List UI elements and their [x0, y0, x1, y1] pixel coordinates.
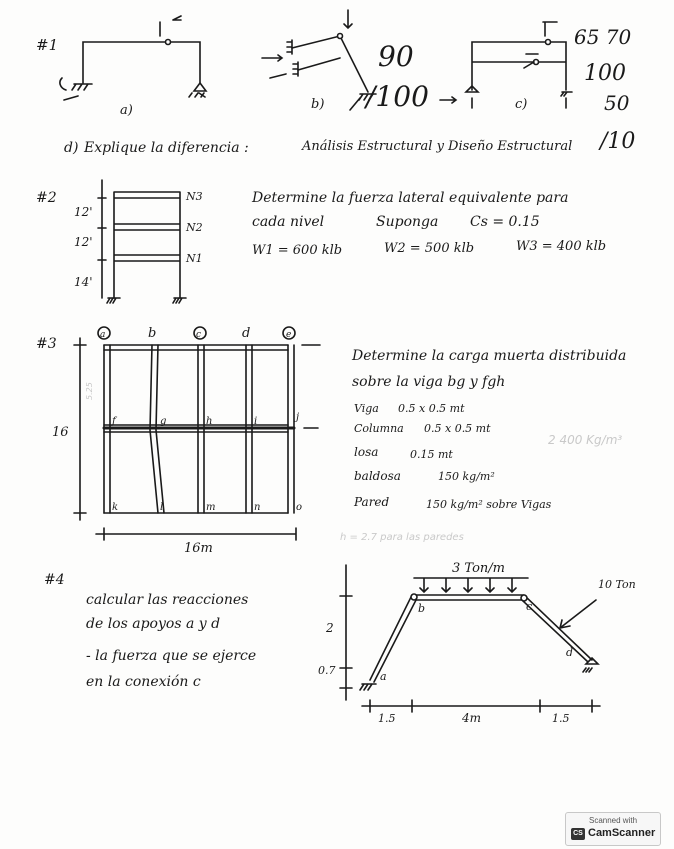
supports-2: [107, 298, 186, 303]
p4-line3: - la fuerza que se ejerce: [86, 648, 257, 664]
p4-dim-h1: 2: [326, 621, 334, 635]
row-columna-name: Columna: [354, 422, 404, 435]
label-c: c): [515, 97, 528, 112]
grid-3: [104, 345, 294, 513]
p3-width: 16m: [184, 541, 213, 556]
row-viga-name: Viga: [354, 402, 379, 415]
grade-b-den: /100: [366, 80, 429, 113]
bot-o: o: [296, 502, 303, 513]
row-pared-value: 150 kg/m² sobre Vigas: [426, 498, 552, 511]
watermark-line2: CamScanner: [588, 827, 656, 839]
row-baldosa-value: 150 kg/m²: [438, 470, 495, 483]
p2-cs: Cs = 0.15: [470, 214, 540, 230]
row-losa-value: 0.15 mt: [410, 448, 453, 461]
p3-line2: sobre la viga bg y fgh: [352, 374, 506, 390]
support-c: [466, 86, 572, 96]
faint-note: h = 2.7 para las paredes: [340, 532, 464, 543]
watermark-line1: Scanned with: [588, 816, 638, 825]
height-14: 14': [74, 275, 93, 289]
p4-line2: de los apoyos a y d: [86, 616, 221, 632]
p4-line1: calcular las reacciones: [86, 592, 249, 608]
label-d: d): [64, 140, 79, 156]
bot-k: k: [112, 502, 119, 513]
arrows-c: [440, 22, 566, 108]
text-d2: Análisis Estructural y Diseño Estructural: [302, 139, 573, 154]
problem4-num: #4: [44, 572, 65, 588]
support-a-left: [72, 84, 92, 90]
p4-dim-w1: 1.5: [378, 712, 396, 725]
row-pared-name: Pared: [354, 495, 390, 509]
p4-point: 10 Ton: [598, 578, 636, 591]
p4-dim-w2: 4m: [462, 711, 482, 725]
p4-dim-w3: 1.5: [552, 712, 570, 725]
frame-a: [83, 42, 200, 83]
row-losa-name: losa: [354, 445, 379, 459]
node-b: b: [418, 602, 426, 615]
camscanner-logo-icon: CS: [571, 828, 585, 840]
load-arrows-4: [414, 578, 528, 592]
p4-load: 3 Ton/m: [452, 561, 505, 576]
faint-density: 2 400 Kg/m³: [548, 433, 623, 447]
p2-assume: Suponga: [376, 214, 439, 230]
p3-height: 16: [52, 425, 69, 440]
hinge-c2: [546, 40, 551, 45]
camscanner-watermark: [565, 812, 661, 846]
top-b: b: [148, 326, 157, 341]
grade-d: /10: [600, 129, 636, 154]
mid-f: f: [112, 416, 116, 427]
hinge-b4: [411, 594, 417, 600]
text-d: Explique la diferencia :: [84, 140, 249, 156]
dims-2: [98, 180, 106, 298]
supports-4: [360, 658, 598, 690]
top-c: c: [196, 330, 202, 340]
mid-i: i: [254, 416, 258, 427]
mid-g: g: [160, 416, 167, 427]
p4-dim-h2: 0.7: [318, 664, 336, 677]
node-n1: N1: [186, 252, 203, 265]
bot-n: n: [254, 502, 261, 513]
p3-line1: Determine la carga muerta distribuida: [352, 348, 627, 364]
hinge-a: [166, 40, 171, 45]
p2-line2: cada nivel: [252, 214, 325, 230]
node-n3: N3: [186, 190, 203, 203]
node-d: d: [566, 646, 574, 659]
top-e: e: [286, 330, 292, 340]
bot-m: m: [206, 502, 216, 513]
p2-w2: W2 = 500 klb: [384, 241, 475, 256]
bot-l: l: [160, 502, 164, 513]
arrows-a: [60, 16, 205, 100]
row-columna-value: 0.5 x 0.5 mt: [424, 422, 491, 435]
height-12b: 12': [74, 235, 93, 249]
grade-c-mid: 100: [584, 61, 626, 86]
label-a: a): [120, 103, 133, 118]
p2-line1: Determine la fuerza lateral equivalente para: [252, 190, 569, 206]
row-viga-value: 0.5 x 0.5 mt: [398, 402, 465, 415]
node-a: a: [380, 670, 387, 683]
frame-b: [292, 36, 368, 92]
frame-c: [472, 42, 566, 90]
p3-side-note: 5.25: [85, 382, 94, 400]
mid-j: j: [296, 412, 300, 423]
mid-h: h: [206, 416, 213, 427]
building-2: [114, 192, 180, 298]
support-a-right: [189, 83, 206, 97]
top-d: d: [242, 326, 251, 341]
height-12a: 12': [74, 205, 93, 219]
dims-4: [340, 565, 600, 712]
grade-c-low: 50: [604, 91, 630, 115]
node-n2: N2: [186, 221, 203, 234]
row-baldosa-name: baldosa: [354, 469, 401, 483]
problem2-num: #2: [36, 190, 57, 206]
p4-line4: en la conexión c: [86, 674, 201, 690]
frame-4: [370, 595, 592, 682]
p2-w3: W3 = 400 klb: [516, 239, 607, 254]
grade-b-num: 90: [378, 40, 414, 73]
arrows-b: [262, 10, 360, 110]
hinge-b: [338, 34, 343, 39]
p2-w1: W1 = 600 klb: [252, 243, 343, 258]
top-a: a: [100, 330, 106, 340]
dims-3: [74, 338, 320, 540]
point-load-4: [560, 600, 596, 628]
grade-c-top: 65 70: [574, 25, 632, 49]
node-c: c: [526, 600, 533, 613]
problem3-num: #3: [36, 336, 57, 352]
problem1-num: #1: [36, 36, 59, 54]
label-b: b): [311, 97, 325, 112]
